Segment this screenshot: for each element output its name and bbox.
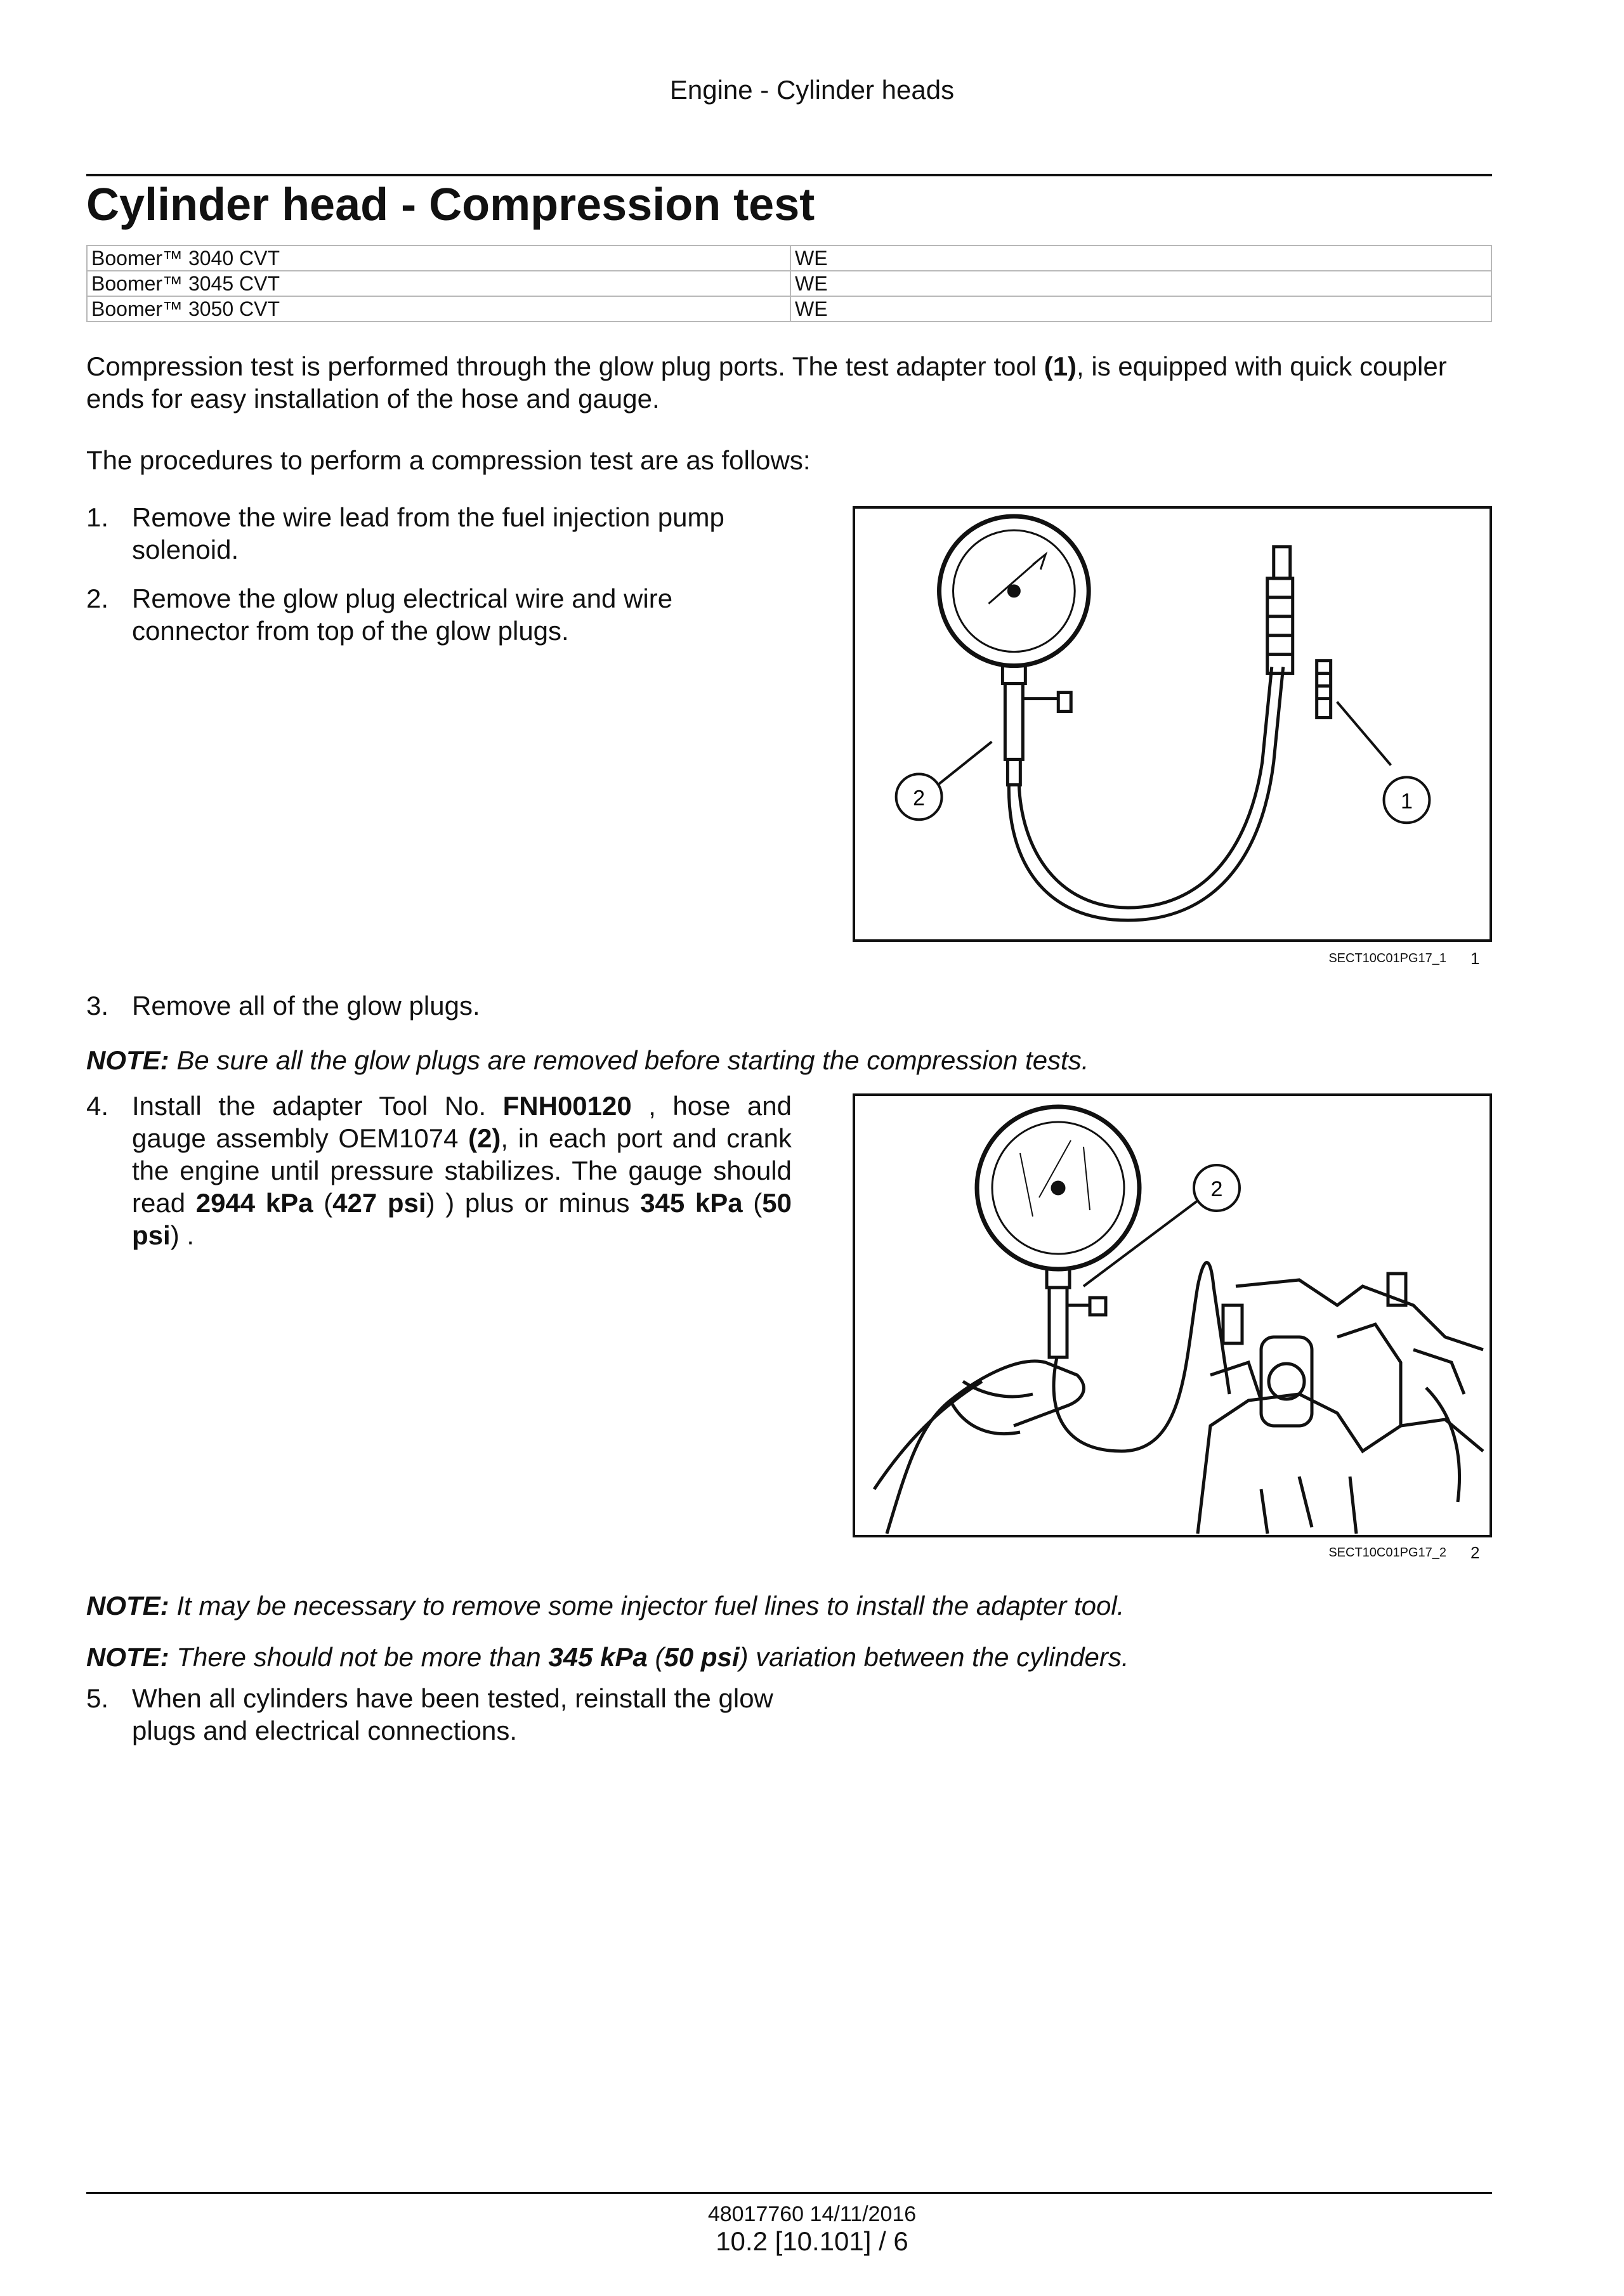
tool-number: FNH00120: [502, 1091, 632, 1121]
model-cell: Boomer™ 3050 CVT: [87, 296, 790, 322]
procedures-intro: The procedures to perform a compression test are as follows:: [86, 445, 811, 475]
model-cell: Boomer™ 3040 CVT: [87, 245, 790, 271]
pressure-value: 427 psi: [332, 1188, 426, 1218]
step-text-part: , hose and gauge assembly OEM1074: [132, 1091, 792, 1153]
step-text: Remove the glow plug electrical wire and wire connector from top of the glow plugs.: [132, 584, 673, 646]
footer-page-number: 10.2 [10.101] / 6: [716, 2226, 908, 2256]
region-cell: WE: [790, 271, 1491, 296]
figure-number: 1: [1470, 949, 1480, 968]
step-text-part: Install the adapter Tool No.: [132, 1091, 503, 1121]
figure-2: [853, 1093, 1492, 1537]
step-number: 5.: [86, 1683, 109, 1713]
step-4: [86, 1090, 792, 1251]
pressure-value: 345 kPa: [640, 1188, 743, 1218]
note-label: NOTE:: [86, 1045, 169, 1075]
note-3: [86, 1642, 1129, 1673]
table-row: [87, 271, 1491, 296]
intro-text: , is equipped with quick coupler ends for easy installation of the hose and gauge.: [86, 351, 1447, 414]
table-row: [87, 296, 1491, 322]
figure-1: [853, 506, 1492, 942]
step-text: When all cylinders have been tested, reinstall the glow plugs and electrical connections.: [132, 1683, 773, 1745]
note-label: NOTE:: [86, 1591, 169, 1621]
step-text-part: , in each port and crank the engine until pressure stabilizes. The gauge should read: [132, 1123, 792, 1218]
note-2: [86, 1591, 1124, 1621]
figure-number: 2: [1470, 1543, 1480, 1562]
note-text: Be sure all the glow plugs are removed before starting the compression tests.: [169, 1045, 1089, 1075]
step-text-part: ) .: [170, 1220, 195, 1250]
table-row: [87, 245, 1491, 271]
step-5: [86, 1682, 792, 1747]
step-text: Remove the wire lead from the fuel injection pump solenoid.: [132, 502, 724, 564]
figure-id: SECT10C01PG17_1: [1328, 951, 1446, 965]
callout-label: 2: [913, 786, 926, 811]
callout-label: 1: [1401, 789, 1413, 814]
callout-ref: (1): [1044, 351, 1077, 381]
gauge-hose-illustration: [855, 509, 1490, 939]
region-cell: WE: [790, 296, 1491, 322]
model-applicability-table: [86, 245, 1492, 322]
pressure-value: 345 kPa: [548, 1642, 648, 1672]
callout-label: 2: [1210, 1177, 1223, 1201]
pressure-value: 2944 kPa: [195, 1188, 313, 1218]
footer-document-id: 48017760 14/11/2016: [707, 2202, 917, 2226]
pressure-value: 50 psi: [132, 1188, 792, 1250]
step-text-part: (: [742, 1188, 763, 1218]
step-3: [86, 989, 792, 1022]
region-cell: WE: [790, 245, 1491, 271]
model-cell: Boomer™ 3045 CVT: [87, 271, 790, 296]
step-text: Remove all of the glow plugs.: [132, 991, 480, 1021]
callout-ref: (2): [468, 1123, 501, 1153]
engine-gauge-illustration: [855, 1096, 1490, 1535]
note-text: (: [647, 1642, 664, 1672]
step-number: 1.: [86, 502, 109, 532]
footer-rule: [86, 2192, 1492, 2194]
step-1: [86, 501, 792, 566]
note-1: [86, 1045, 1089, 1076]
note-text: ) variation between the cylinders.: [739, 1642, 1129, 1672]
intro-text: Compression test is performed through the glow plug ports. The test adapter tool: [86, 351, 1044, 381]
note-label: NOTE:: [86, 1642, 169, 1672]
intro-paragraph: [86, 350, 1492, 415]
step-number: 2.: [86, 584, 109, 613]
step-number: 3.: [86, 991, 109, 1021]
note-text: There should not be more than: [169, 1642, 549, 1672]
page-title: Cylinder head - Compression test: [86, 179, 815, 230]
figure-id: SECT10C01PG17_2: [1328, 1546, 1446, 1560]
note-text: It may be necessary to remove some injector fuel lines to install the adapter tool.: [169, 1591, 1125, 1621]
title-rule: [86, 174, 1492, 176]
step-text: [132, 1090, 792, 1251]
step-text-part: (: [313, 1188, 333, 1218]
step-text-part: ) ) plus or minus: [426, 1188, 641, 1218]
pressure-value: 50 psi: [664, 1642, 740, 1672]
step-2: [86, 582, 792, 647]
running-header: Engine - Cylinder heads: [669, 75, 955, 105]
step-number: 4.: [86, 1091, 109, 1121]
